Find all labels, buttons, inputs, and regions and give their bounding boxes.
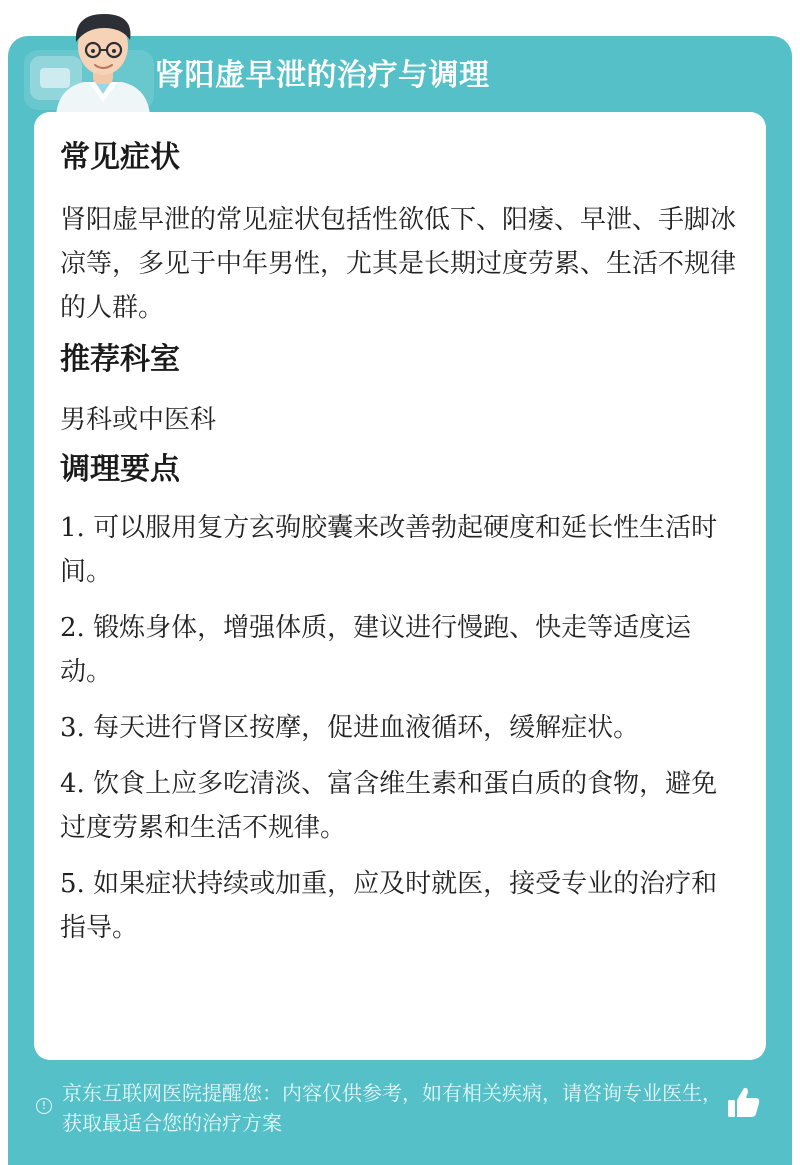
- footer-notice: [36, 1078, 736, 1138]
- list-item-number: 2.: [60, 613, 85, 643]
- list-item-text: 可以服用复方玄驹胶囊来改善勃起硬度和延长性生活时间。: [60, 513, 718, 587]
- list-item: [60, 506, 740, 594]
- list-item: [60, 862, 740, 950]
- section-title-department: 推荐科室: [60, 342, 180, 377]
- list-item: [60, 762, 740, 850]
- doctor-avatar: [48, 6, 158, 116]
- list-item-text: 锻炼身体，增强体质，建议进行慢跑、快走等适度运动。: [60, 613, 692, 687]
- section-title-care: 调理要点: [60, 452, 180, 487]
- list-item-number: 1.: [60, 513, 85, 543]
- list-item-text: 如果症状持续或加重，应及时就医，接受专业的治疗和指导。: [60, 869, 718, 943]
- list-item: [60, 606, 740, 694]
- list-item-number: 4.: [60, 769, 85, 799]
- footer-notice-text: 京东互联网医院提醒您：内容仅供参考，如有相关疾病，请咨询专业医生，获取最适合您的治疗方案: [62, 1081, 722, 1135]
- symptoms-text: 肾阳虚早泄的常见症状包括性欲低下、阳痿、早泄、手脚冰凉等，多见于中年男性，尤其是长期过度劳累、生活不规律的人群。: [60, 205, 737, 323]
- list-item-text: 每天进行肾区按摩，促进血液循环，缓解症状。: [84, 713, 640, 743]
- care-list: [60, 506, 740, 950]
- info-icon: !: [36, 1098, 52, 1114]
- department-text: 男科或中医科: [60, 405, 217, 435]
- list-item-number: 5.: [60, 869, 85, 899]
- list-item-text: 饮食上应多吃清淡、富含维生素和蛋白质的食物，避免过度劳累和生活不规律。: [60, 769, 718, 843]
- thumbs-up-icon[interactable]: [724, 1083, 764, 1123]
- page-title: 肾阳虚早泄的治疗与调理: [154, 58, 490, 93]
- content-card: [34, 112, 766, 1060]
- list-item-number: 3.: [60, 713, 85, 743]
- section-title-symptoms: 常见症状: [60, 140, 180, 175]
- list-item: [60, 706, 740, 750]
